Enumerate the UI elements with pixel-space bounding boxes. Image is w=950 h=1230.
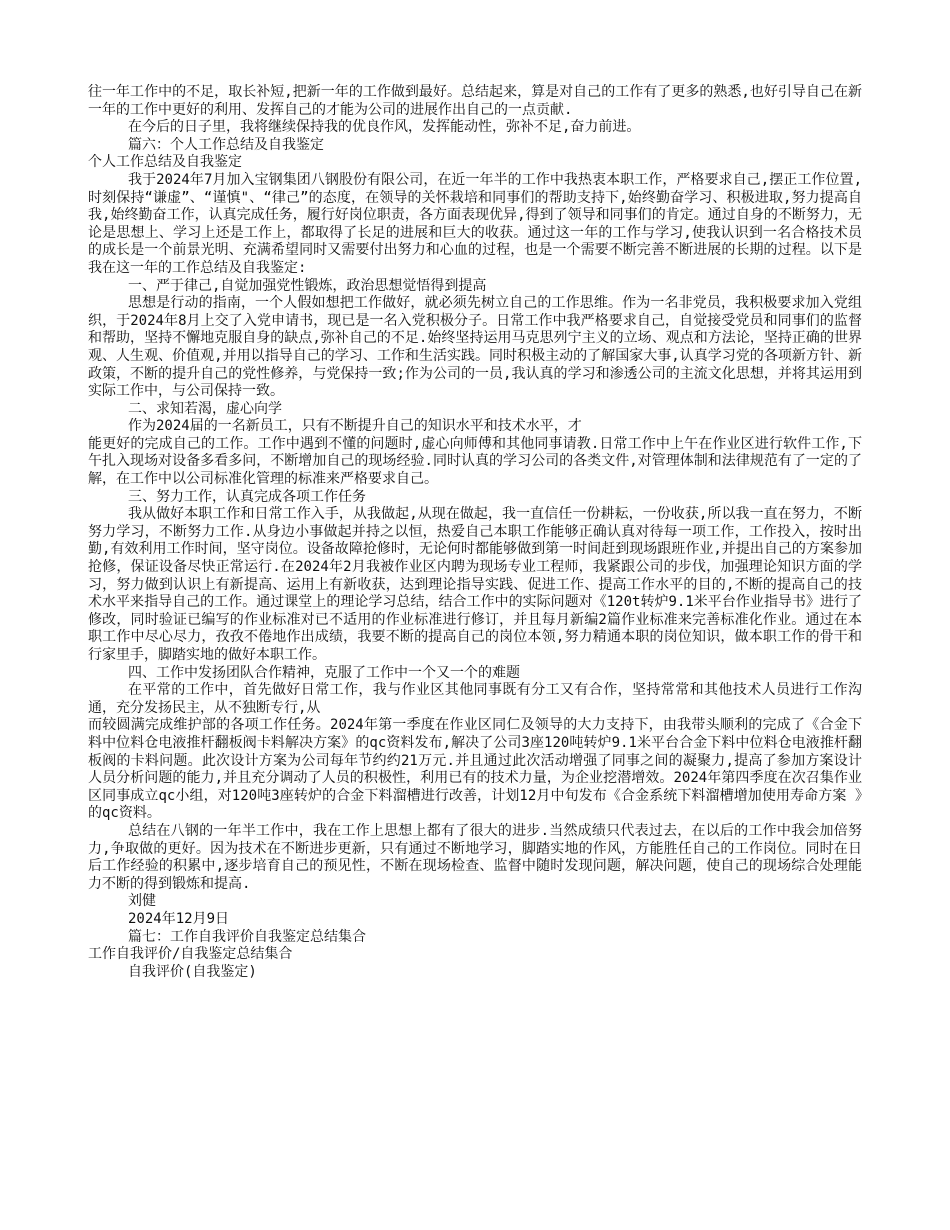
subheading-2: 二、求知若渴，虚心向学 <box>128 400 282 417</box>
document-title: 个人工作总结及自我鉴定 <box>88 154 242 171</box>
paragraph-learning-b: 能更好的完成自己的工作。工作中遇到不懂的问题时,虚心向师傅和其他同事请教.日常工作中上午在作业区进行软件工作,下午扎入现场对设备多看多问，不断增加自己的现场经验.同时认真的学习公司的各类文件,对管理体制和法律规范有了一定的了解，在工作中以公司标准化管理的标准来严格要求自己。 <box>88 435 862 488</box>
paragraph-intro: 我于2024年7月加入宝钢集团八钢股份有限公司，在近一年半的工作中我热衷本职工作，严格要求自己,摆正工作位置,时刻保持“谦虚”、“谨慎"、“律己”的态度，在领导的关怀栽培和同事们的帮助支持下,始终勤奋学习、积极进取,努力提高自我,始终勤奋工作，认真完成任务，履行好岗位职责，各方面表现优异,得到了领导和同事们的肯定。通过自身的不断努力，无论是思想上、学习上还是工作上，都取得了长足的进展和巨大的收获。通过这一年的工作与学习,使我认识到一名合格技术员的成长是一个前景光明、充满希望同时又需要付出努力和心血的过程，也是一个需要不断完善不断进展的长期的过程。以下是我在这一年的工作总结及自我鉴定: <box>88 171 862 276</box>
paragraph-2: 在今后的日子里，我将继续保持我的优良作风，发挥能动性，弥补不足,奋力前进。 <box>128 119 641 136</box>
paragraph-learning-a: 作为2024届的一名新员工，只有不断提升自己的知识水平和技术水平，才 <box>128 418 582 435</box>
collection-title: 工作自我评价/自我鉴定总结集合 <box>88 946 293 963</box>
subheading-4: 四、工作中发扬团队合作精神，克服了工作中一个又一个的难题 <box>128 664 520 681</box>
self-evaluation-heading: 自我评价(自我鉴定) <box>128 963 257 980</box>
signature-name: 刘健 <box>128 893 156 910</box>
paragraph-1: 往一年工作中的不足，取长补短,把新一年的工作做到最好。总结起来，算是对自己的工作有了更多的熟悉,也好引导自己在新一年的工作中更好的利用、发挥自己的才能为公司的进展作出自己的一点贡献. <box>88 84 862 118</box>
paragraph-work: 我从做好本职工作和日常工作入手，从我做起,从现在做起，我一直信任一份耕耘，一份收获,所以我一直在努力，不断努力学习，不断努力工作.从身边小事做起并持之以恒，热爱自己本职工作能够正确认真对待每一项工作，工作投入，按时出勤,有效利用工作时间，坚守岗位。设备故障抢修时，无论何时都能够做到第一时间赶到现场跟班作业,并提出自己的方案参加抢修，保证设备尽快正常运行.在2024年2月我被作业区内聘为现场专业工程师，我紧跟公司的步伐，加强理论知识方面的学习，努力做到认识上有新提高、运用上有新收获，达到理论指导实践、促进工作、提高工作水平的目的,不断的提高自己的技术水平来指导自己的工作。通过课堂上的理论学习总结，结合工作中的实际问题对《120t转炉9.1米平台作业指导书》进行了修改，同时验证已编写的作业标准对已不适用的作业标准进行修订，并且每月新编2篇作业标准来完善标准化作业。通过在本职工作中尽心尽力，孜孜不倦地作出成绩，我要不断的提高自己的岗位本领,努力精通本职的岗位知识，做本职工作的骨干和行家里手，脚踏实地的做好本职工作。 <box>88 506 862 663</box>
paragraph-team-b: 而较圆满完成维护部的各项工作任务。2024年第一季度在作业区同仁及领导的大力支持下，由我带头顺利的完成了《合金下料中位料仓电液推杆翻板阀卡料解决方案》的qc资料发布,解决了公司3座120吨转炉9.1米平台合金下料中位料仓电液推杆翻板阀的卡料问题。此次设计方案为公司每年节约约21万元.并且通过此次活动增强了同事之间的凝聚力,提高了参加方案设计人员分析问题的能力,并且充分调动了人员的积极性，利用已有的技术力量，为企业挖潜增效。2024年第四季度在次召集作业区同事成立qc小组，对120吨3座转炉的合金下料溜槽进行改善，计划12月中旬发布《合金系统下料溜槽增加使用寿命方案 》的qc资料。 <box>88 717 862 822</box>
paragraph-team-a: 在平常的工作中，首先做好日常工作，我与作业区其他同事既有分工又有合作，坚持常常和其他技术人员进行工作沟通，充分发扬民主，从不独断专行,从 <box>88 682 862 716</box>
section-heading-7: 篇七：工作自我评价自我鉴定总结集合 <box>128 928 366 945</box>
signature-date: 2024年12月9日 <box>128 910 230 927</box>
section-heading-6: 篇六：个人工作总结及自我鉴定 <box>128 136 324 153</box>
subheading-1: 一、严于律己,自觉加强党性锻炼，政治思想觉悟得到提高 <box>128 277 487 294</box>
paragraph-summary: 总结在八钢的一年半工作中，我在工作上思想上都有了很大的进步.当然成绩只代表过去，在以后的工作中我会加倍努力,争取做的更好。因为技术在不断进步更新，只有通过不断地学习，脚踏实地的作风，方能胜任自己的工作岗位。同时在日后工作经验的积累中,逐步培育自己的预见性，不断在现场检查、监督中随时发现问题，解决问题，使自己的现场综合处理能力不断的得到锻炼和提高. <box>88 822 862 892</box>
subheading-3: 三、努力工作，认真完成各项工作任务 <box>128 488 366 505</box>
paragraph-politics: 思想是行动的指南，一个人假如想把工作做好，就必须先树立自己的工作思维。作为一名非党员，我积极要求加入党组织，于2024年8月上交了入党申请书，现已是一名入党积极分子。日常工作中我严格要求自己，自觉接受党员和同事们的监督和帮助，坚持不懈地克服自身的缺点,弥补自己的不足.始终坚持运用马克思列宁主义的立场、观点和方法论，坚持正确的世界观、人生观、价值观,并用以指导自己的学习、工作和生活实践。同时积极主动的了解国家大事,认真学习党的各项新方针、新政策，不断的提升自己的党性修养，与党保持一致;作为公司的一员,我认真的学习和渗透公司的主流文化思想，并将其运用到实际工作中，与公司保持一致。 <box>88 295 862 400</box>
